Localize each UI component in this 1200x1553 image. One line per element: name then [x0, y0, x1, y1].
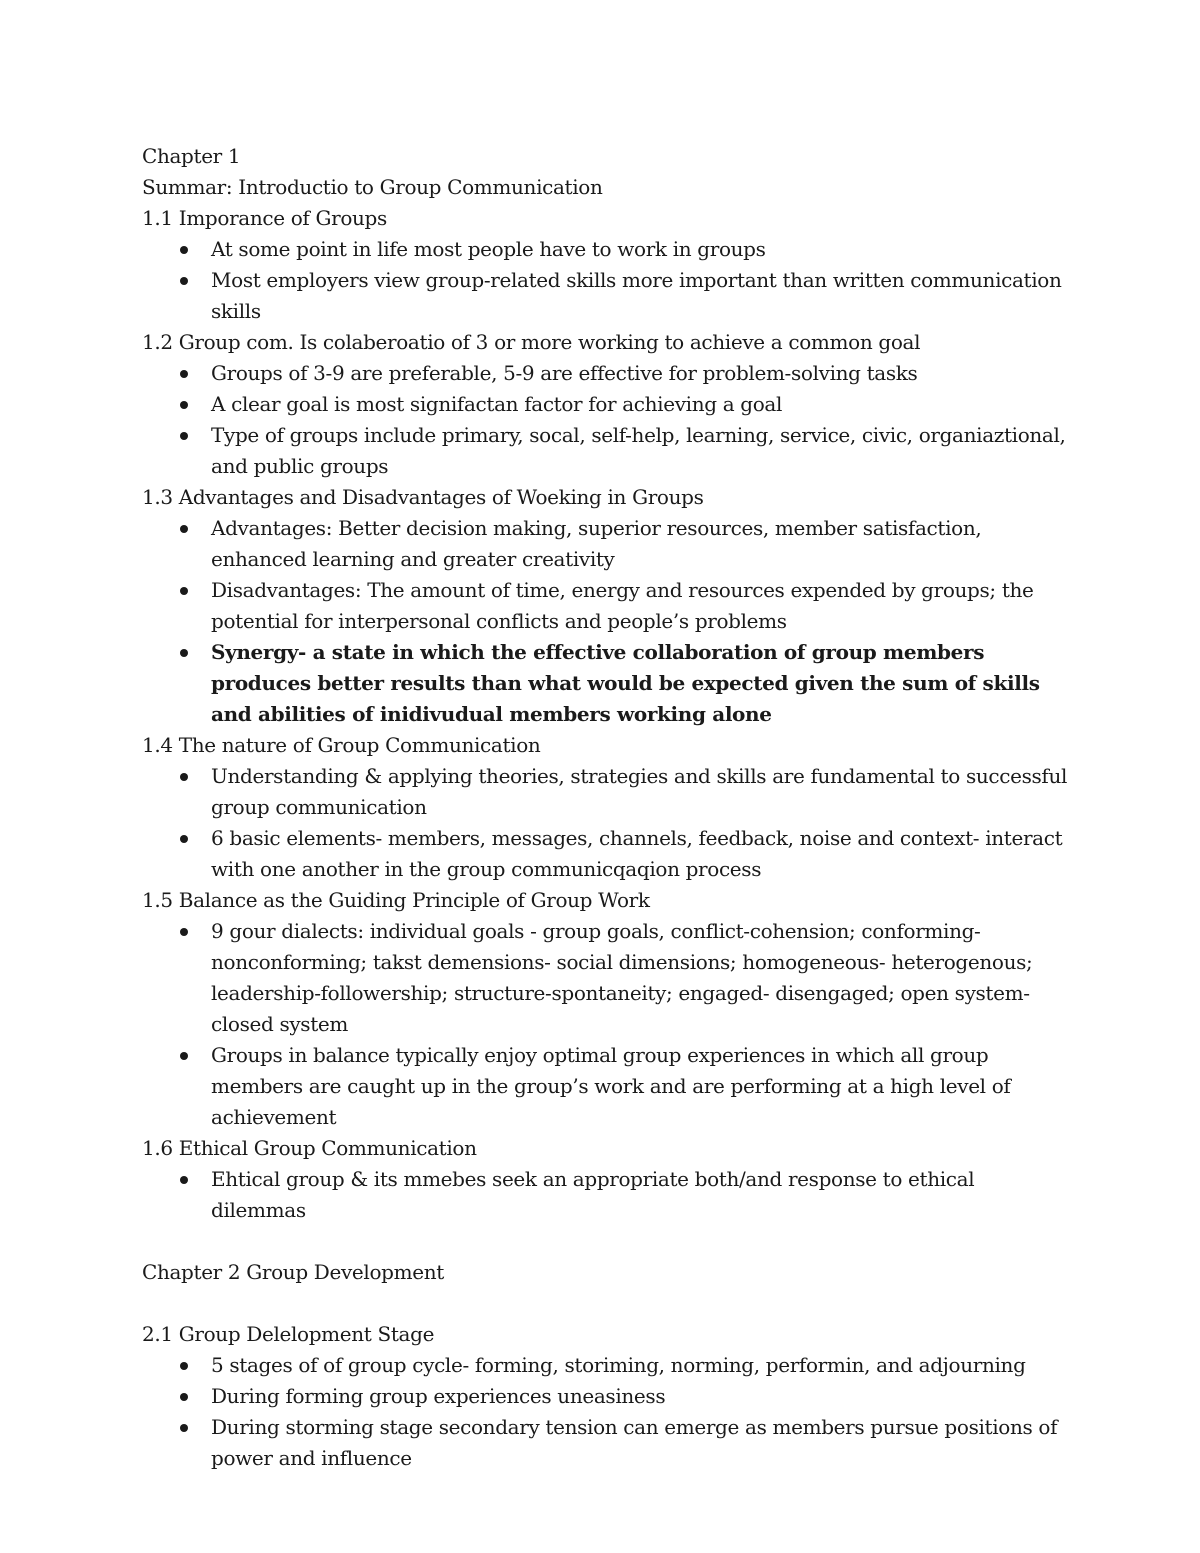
section-heading-2-1: 2.1 Group Delelopment Stage	[142, 1322, 435, 1346]
list-item	[142, 823, 1072, 885]
list-item-text: Ehtical group & its mmebes seek an appropriate both/and response to ethical dilemmas	[211, 1167, 975, 1222]
bullet-list-1-2	[142, 358, 1072, 482]
list-item-text: Advantages: Better decision making, superior resources, member satisfaction, enhanced learning and greater creativity	[211, 516, 982, 571]
list-item-text: Groups of 3-9 are preferable, 5-9 are effective for problem-solving tasks	[211, 361, 918, 385]
bullet-list-1-5	[142, 916, 1072, 1133]
list-item	[142, 420, 1072, 482]
list-item	[142, 1350, 1072, 1381]
bullet-icon	[180, 277, 188, 285]
bullet-list-1-3	[142, 513, 1072, 730]
bullet-icon	[180, 587, 188, 595]
bullet-icon	[180, 1176, 188, 1184]
list-item-text: Understanding & applying theories, strategies and skills are fundamental to successful group communication	[211, 764, 1068, 819]
list-item	[142, 1381, 1072, 1412]
section-heading-1-2: 1.2 Group com. Is colaberoatio of 3 or more working to achieve a common goal	[142, 330, 921, 354]
bullet-list-1-4	[142, 761, 1072, 885]
list-item-text: At some point in life most people have to work in groups	[211, 237, 766, 261]
chapter-1-summary-title: Summar: Introductio to Group Communication	[142, 175, 603, 199]
bullet-icon	[180, 773, 188, 781]
list-item-text: Synergy- a state in which the effective collaboration of group members produces better results than what would be expected given the sum of skills and abilities of inidivudual members working alone	[211, 640, 1040, 726]
blank-line	[142, 1288, 1072, 1319]
list-item-text: During storming stage secondary tension can emerge as members pursue positions of power and influence	[211, 1415, 1058, 1470]
bullet-icon	[180, 432, 188, 440]
list-item-synergy	[142, 637, 1072, 730]
section-heading-1-3: 1.3 Advantages and Disadvantages of Woeking in Groups	[142, 485, 704, 509]
list-item	[142, 265, 1072, 327]
bullet-icon	[180, 1424, 188, 1432]
list-item-text: Type of groups include primary, socal, self-help, learning, service, civic, organiaztional, and public groups	[211, 423, 1066, 478]
document-page	[142, 141, 1072, 1474]
list-item	[142, 389, 1072, 420]
list-item-text: A clear goal is most signifactan factor for achieving a goal	[211, 392, 783, 416]
section-heading-1-6: 1.6 Ethical Group Communication	[142, 1136, 477, 1160]
list-item	[142, 1412, 1072, 1474]
chapter-2-title: Chapter 2 Group Development	[142, 1260, 444, 1284]
bullet-icon	[180, 835, 188, 843]
list-item-text: Disadvantages: The amount of time, energy and resources expended by groups; the potential for interpersonal conflicts and people’s problems	[211, 578, 1034, 633]
bullet-icon	[180, 1362, 188, 1370]
list-item	[142, 916, 1072, 1040]
list-item	[142, 358, 1072, 389]
bullet-icon	[180, 1052, 188, 1060]
bullet-icon	[180, 1393, 188, 1401]
list-item-text: 9 gour dialects: individual goals - group goals, conflict-cohension; conforming-nonconforming; takst demensions- social dimensions; homogeneous- heterogenous; leadership-followership; structure-spontaneity; engaged- disengaged; open system-closed system	[211, 919, 1033, 1036]
bullet-icon	[180, 370, 188, 378]
list-item-text: During forming group experiences uneasiness	[211, 1384, 666, 1408]
bullet-list-1-6	[142, 1164, 1072, 1226]
list-item	[142, 1164, 1072, 1226]
bullet-icon	[180, 246, 188, 254]
list-item-text: Most employers view group-related skills more important than written communication skills	[211, 268, 1062, 323]
section-heading-1-1: 1.1 Imporance of Groups	[142, 206, 387, 230]
list-item-text: Groups in balance typically enjoy optimal group experiences in which all group members are caught up in the group’s work and are performing at a high level of achievement	[211, 1043, 1011, 1129]
section-heading-1-4: 1.4 The nature of Group Communication	[142, 733, 541, 757]
list-item	[142, 234, 1072, 265]
list-item	[142, 1040, 1072, 1133]
list-item-text: 5 stages of of group cycle- forming, storiming, norming, performin, and adjourning	[211, 1353, 1026, 1377]
bullet-icon	[180, 525, 188, 533]
bullet-list-2-1	[142, 1350, 1072, 1474]
bullet-icon	[180, 928, 188, 936]
list-item	[142, 575, 1072, 637]
bullet-icon	[180, 401, 188, 409]
bullet-list-1-1	[142, 234, 1072, 327]
list-item-text: 6 basic elements- members, messages, channels, feedback, noise and context- interact with one another in the group communicqaqion process	[211, 826, 1063, 881]
bullet-icon	[180, 649, 188, 657]
blank-line	[142, 1226, 1072, 1257]
section-heading-1-5: 1.5 Balance as the Guiding Principle of Group Work	[142, 888, 650, 912]
chapter-1-title: Chapter 1	[142, 144, 241, 168]
list-item	[142, 761, 1072, 823]
list-item	[142, 513, 1072, 575]
